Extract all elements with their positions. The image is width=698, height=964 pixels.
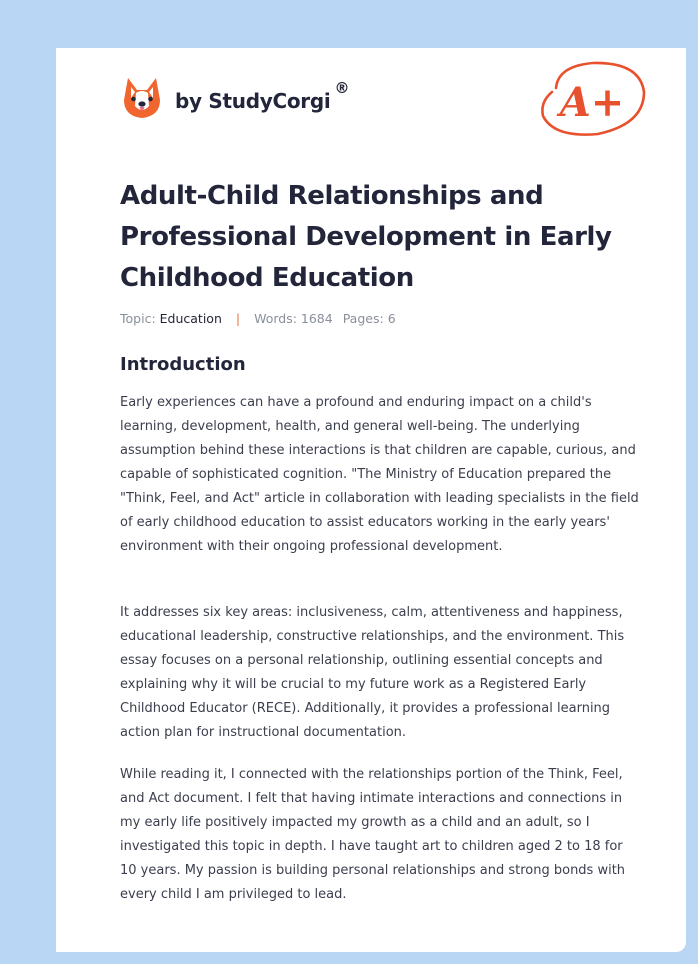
words-label: Words: — [254, 311, 297, 326]
topic-label: Topic: — [120, 311, 156, 326]
brand-logo[interactable] — [122, 76, 349, 120]
words-value: 1684 — [300, 311, 333, 326]
pages-value: 6 — [387, 311, 396, 326]
paragraph-3: While reading it, I connected with the relationships portion of the Think, Feel, and Act document. I felt that having intimate interactions and connections in my early life positively impacted my growth as a child and an adult, so I investigated this topic in depth. I have taught art to children aged 2 to 18 for 10 years. My passion is building personal relationships and strong bonds with every child I am privileged to lead. — [120, 767, 626, 902]
paragraph-2: It addresses six key areas: inclusiveness, calm, attentiveness and happiness, educational leadership, constructive relationships, and the environment. This essay focuses on a personal relationship, outlining essential concepts and explaining why it will be crucial to my future work as a Registered Early Childhood Educator (RECE). Additionally, it provides a professional learning action plan for instructional documentation. — [120, 605, 625, 740]
pages-label: Pages: — [342, 311, 384, 326]
grade-badge-text: A+ — [559, 79, 625, 126]
paragraph-1: Early experiences can have a profound and enduring impact on a child's learning, development, health, and general well-being. The underlying assumption behind these interactions is that children are capable, curious, and capable of sophisticated cognition. "The Ministry of Education prepared the "Think, Feel, and Act" article in collaboration with leading specialists in the field of early childhood education to assist educators working in the early years' environment with their ongoing professional development. — [120, 395, 639, 554]
registered-mark: ® — [334, 79, 350, 97]
topic-link[interactable]: Education — [159, 311, 222, 326]
grade-badge — [538, 58, 648, 140]
document-card — [56, 48, 686, 952]
brand-name: by StudyCorgi — [175, 89, 331, 113]
meta-separator: | — [235, 311, 241, 326]
document-meta — [120, 311, 396, 326]
corgi-logo-icon — [122, 76, 162, 120]
page-title: Adult-Child Relationships and Professional Development in Early Childhood Education — [120, 181, 612, 293]
section-heading: Introduction — [120, 354, 246, 375]
